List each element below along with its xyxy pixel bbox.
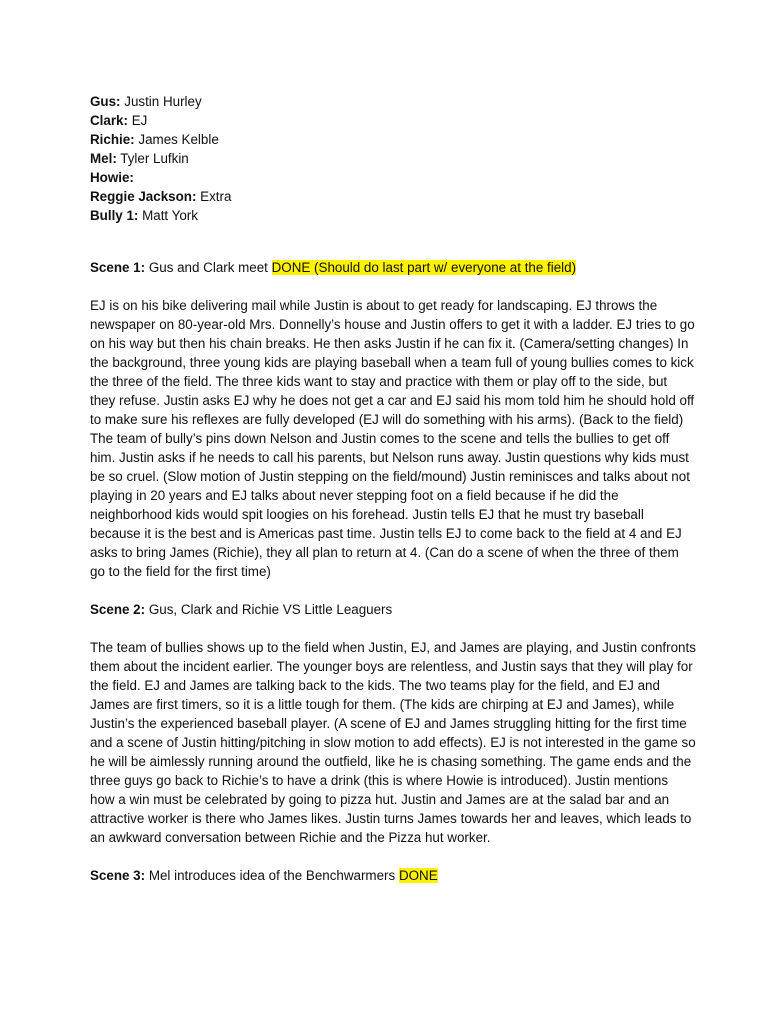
- cast-role: Gus:: [90, 94, 121, 109]
- scene-title: Mel introduces idea of the Benchwarmers: [148, 868, 396, 883]
- scene-1-heading: [90, 258, 696, 277]
- status-highlight: DONE: [398, 868, 438, 883]
- scene-label: Scene 3:: [90, 868, 146, 883]
- scene-title: Gus, Clark and Richie VS Little Leaguers: [148, 602, 393, 617]
- scene-2-body: The team of bullies shows up to the field when Justin, EJ, and James are playing, and Justin confronts them about the incident earlier. The younger boys are relentless, and Justin says that they will play for the field. EJ and James are talking back to the kids. The two teams play for the field, and EJ and James are first timers, so it is a little tough for them. (The kids are chirping at EJ and James), while Justin’s the experienced baseball player. (A scene of EJ and James struggling hitting for the first time and a scene of Justin hitting/pitching in slow motion to add effects). EJ is not interested in the game so he will be aimlessly running around the outfield, like he is chasing something. The game ends and the three guys go back to Richie’s to have a drink (this is where Howie is introduced). Justin mentions how a win must be celebrated by going to pizza hut. Justin and James are at the salad bar and an attractive worker is there who James likes. Justin turns James towards her and leaves, which leads to an awkward conversation between Richie and the Pizza hut worker.: [90, 640, 696, 845]
- cast-line: [90, 168, 696, 187]
- cast-role: Clark:: [90, 113, 128, 128]
- cast-role: Bully 1:: [90, 208, 139, 223]
- status-highlight: DONE (Should do last part w/ everyone at the field): [271, 260, 577, 275]
- cast-line: [90, 149, 696, 168]
- cast-actor: James Kelble: [138, 132, 219, 147]
- cast-list: [90, 92, 696, 225]
- cast-actor: EJ: [131, 113, 148, 128]
- scene-label: Scene 2:: [90, 602, 146, 617]
- scene-2-heading: [90, 600, 696, 619]
- cast-role: Reggie Jackson:: [90, 189, 197, 204]
- cast-actor: Tyler Lufkin: [120, 151, 189, 166]
- cast-role: Richie:: [90, 132, 135, 147]
- scene-1-body: EJ is on his bike delivering mail while Justin is about to get ready for landscaping. EJ throws the newspaper on 80-year-old Mrs. Donnelly’s house and Justin offers to get it with a ladder. EJ tries to go on his way but then his chain breaks. He then asks Justin if he can fix it. (Camera/setting changes) In the background, three young kids are playing baseball when a team full of young bullies comes to kick the three of the field. The three kids want to stay and practice with them or play off to the side, but they refuse. Justin asks EJ why he does not get a car and EJ said his mom told him he should hold off to make sure his reflexes are fully developed (EJ will do something with his arms). (Back to the field) The team of bully’s pins down Nelson and Justin comes to the scene and tells the bullies to get off him. Justin asks if he needs to call his parents, but Nelson runs away. Justin questions why kids must be so cruel. (Slow motion of Justin stepping on the field/mound) Justin reminisces and talks about not playing in 20 years and EJ talks about never stepping foot on a field because if he did the neighborhood kids would spit loogies on his forehead. Justin tells EJ that he must try baseball because it is the best and is Americas past time. Justin tells EJ to come back to the field at 4 and EJ asks to bring James (Richie), they all plan to return at 4. (Can do a scene of when the three of them go to the field for the first time): [90, 298, 695, 579]
- cast-actor: Extra: [200, 189, 232, 204]
- cast-line: [90, 206, 696, 225]
- cast-line: [90, 111, 696, 130]
- cast-role: Mel:: [90, 151, 117, 166]
- cast-actor: Matt York: [142, 208, 198, 223]
- cast-line: [90, 92, 696, 111]
- scene-title: Gus and Clark meet: [148, 260, 268, 275]
- script-document: [90, 92, 696, 904]
- scene-label: Scene 1:: [90, 260, 146, 275]
- cast-line: [90, 130, 696, 149]
- scene-3-heading: [90, 866, 696, 885]
- cast-actor: Justin Hurley: [124, 94, 202, 109]
- cast-line: [90, 187, 696, 206]
- cast-role: Howie:: [90, 170, 134, 185]
